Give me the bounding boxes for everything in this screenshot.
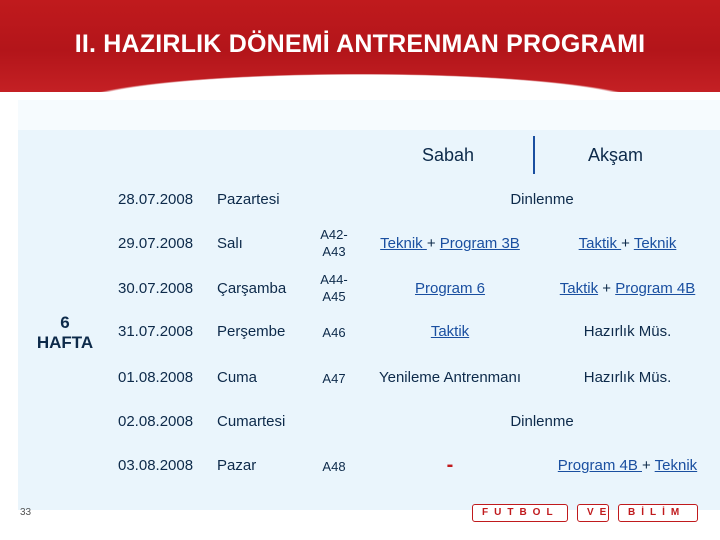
evening-part[interactable]: Taktik <box>578 235 622 252</box>
row-code <box>304 370 364 387</box>
row-day: Pazartesi <box>217 191 280 208</box>
evening-part[interactable]: Teknik <box>654 457 698 474</box>
row-date: 03.08.2008 <box>118 457 194 474</box>
row-evening <box>535 280 720 297</box>
row-morning <box>367 235 533 252</box>
row-date: 30.07.2008 <box>118 280 194 297</box>
row-evening <box>535 369 720 386</box>
week-word: HAFTA <box>36 333 94 352</box>
row-day: Cuma <box>217 369 258 386</box>
week-number: 6 <box>60 313 70 332</box>
row-morning: - <box>446 454 454 476</box>
row-evening <box>535 457 720 474</box>
morning-part[interactable]: Program 3B <box>439 235 520 252</box>
row-day: Cumartesi <box>217 413 286 430</box>
row-date: 01.08.2008 <box>118 369 194 386</box>
morning-part[interactable]: Program 6 <box>414 280 486 297</box>
page-number: 33 <box>20 507 32 518</box>
column-header-divider <box>533 136 535 174</box>
row-morning <box>367 323 533 340</box>
row-rest: Dinlenme <box>510 191 574 208</box>
row-code <box>304 324 364 341</box>
row-day: Pazar <box>217 457 257 474</box>
row-code-line: A44- <box>320 272 348 287</box>
row-date: 02.08.2008 <box>118 413 194 430</box>
row-code-line: A42- <box>320 227 348 242</box>
row-date: 31.07.2008 <box>118 323 194 340</box>
schedule-panel-header <box>18 100 720 130</box>
row-code <box>304 226 364 260</box>
row-day: Perşembe <box>217 323 286 340</box>
morning-part[interactable]: Taktik <box>430 323 470 340</box>
evening-part[interactable]: Taktik <box>559 280 599 297</box>
evening-part[interactable]: Teknik <box>633 235 677 252</box>
morning-part: Yenileme Antrenmanı <box>378 369 522 386</box>
row-code-line: A43 <box>322 244 346 259</box>
footer-brand-futbol: FUTBOL <box>472 504 568 522</box>
row-rest: Dinlenme <box>510 413 574 430</box>
evening-part: + <box>621 235 634 252</box>
row-date: 28.07.2008 <box>118 191 194 208</box>
evening-part[interactable]: Program 4B <box>557 457 642 474</box>
row-day: Salı <box>217 235 243 252</box>
row-code-line: A45 <box>322 289 346 304</box>
row-day: Çarşamba <box>217 280 287 297</box>
evening-part: + <box>642 457 655 474</box>
footer-brand-bilim: BİLİM <box>618 504 698 522</box>
row-evening <box>535 235 720 252</box>
morning-part: + <box>426 235 440 252</box>
row-code-line: A47 <box>322 371 346 386</box>
evening-part[interactable]: Program 4B <box>615 280 696 297</box>
column-header-evening: Akşam <box>588 145 644 165</box>
row-evening <box>535 323 720 340</box>
evening-part: Hazırlık Müs. <box>583 323 672 340</box>
morning-part[interactable]: Teknik <box>380 235 427 252</box>
evening-part: + <box>598 280 616 297</box>
evening-part: Hazırlık Müs. <box>583 369 672 386</box>
row-date: 29.07.2008 <box>118 235 194 252</box>
row-code-line: A46 <box>322 325 346 340</box>
page-title: II. HAZIRLIK DÖNEMİ ANTRENMAN PROGRAMI <box>74 30 646 58</box>
row-code <box>304 458 364 475</box>
column-header-morning: Sabah <box>422 145 475 165</box>
row-code <box>304 271 364 305</box>
row-morning <box>367 369 533 386</box>
footer-brand-ve: VE <box>577 504 609 522</box>
row-morning <box>367 280 533 297</box>
week-label <box>30 313 100 353</box>
row-code-line: A48 <box>322 459 346 474</box>
